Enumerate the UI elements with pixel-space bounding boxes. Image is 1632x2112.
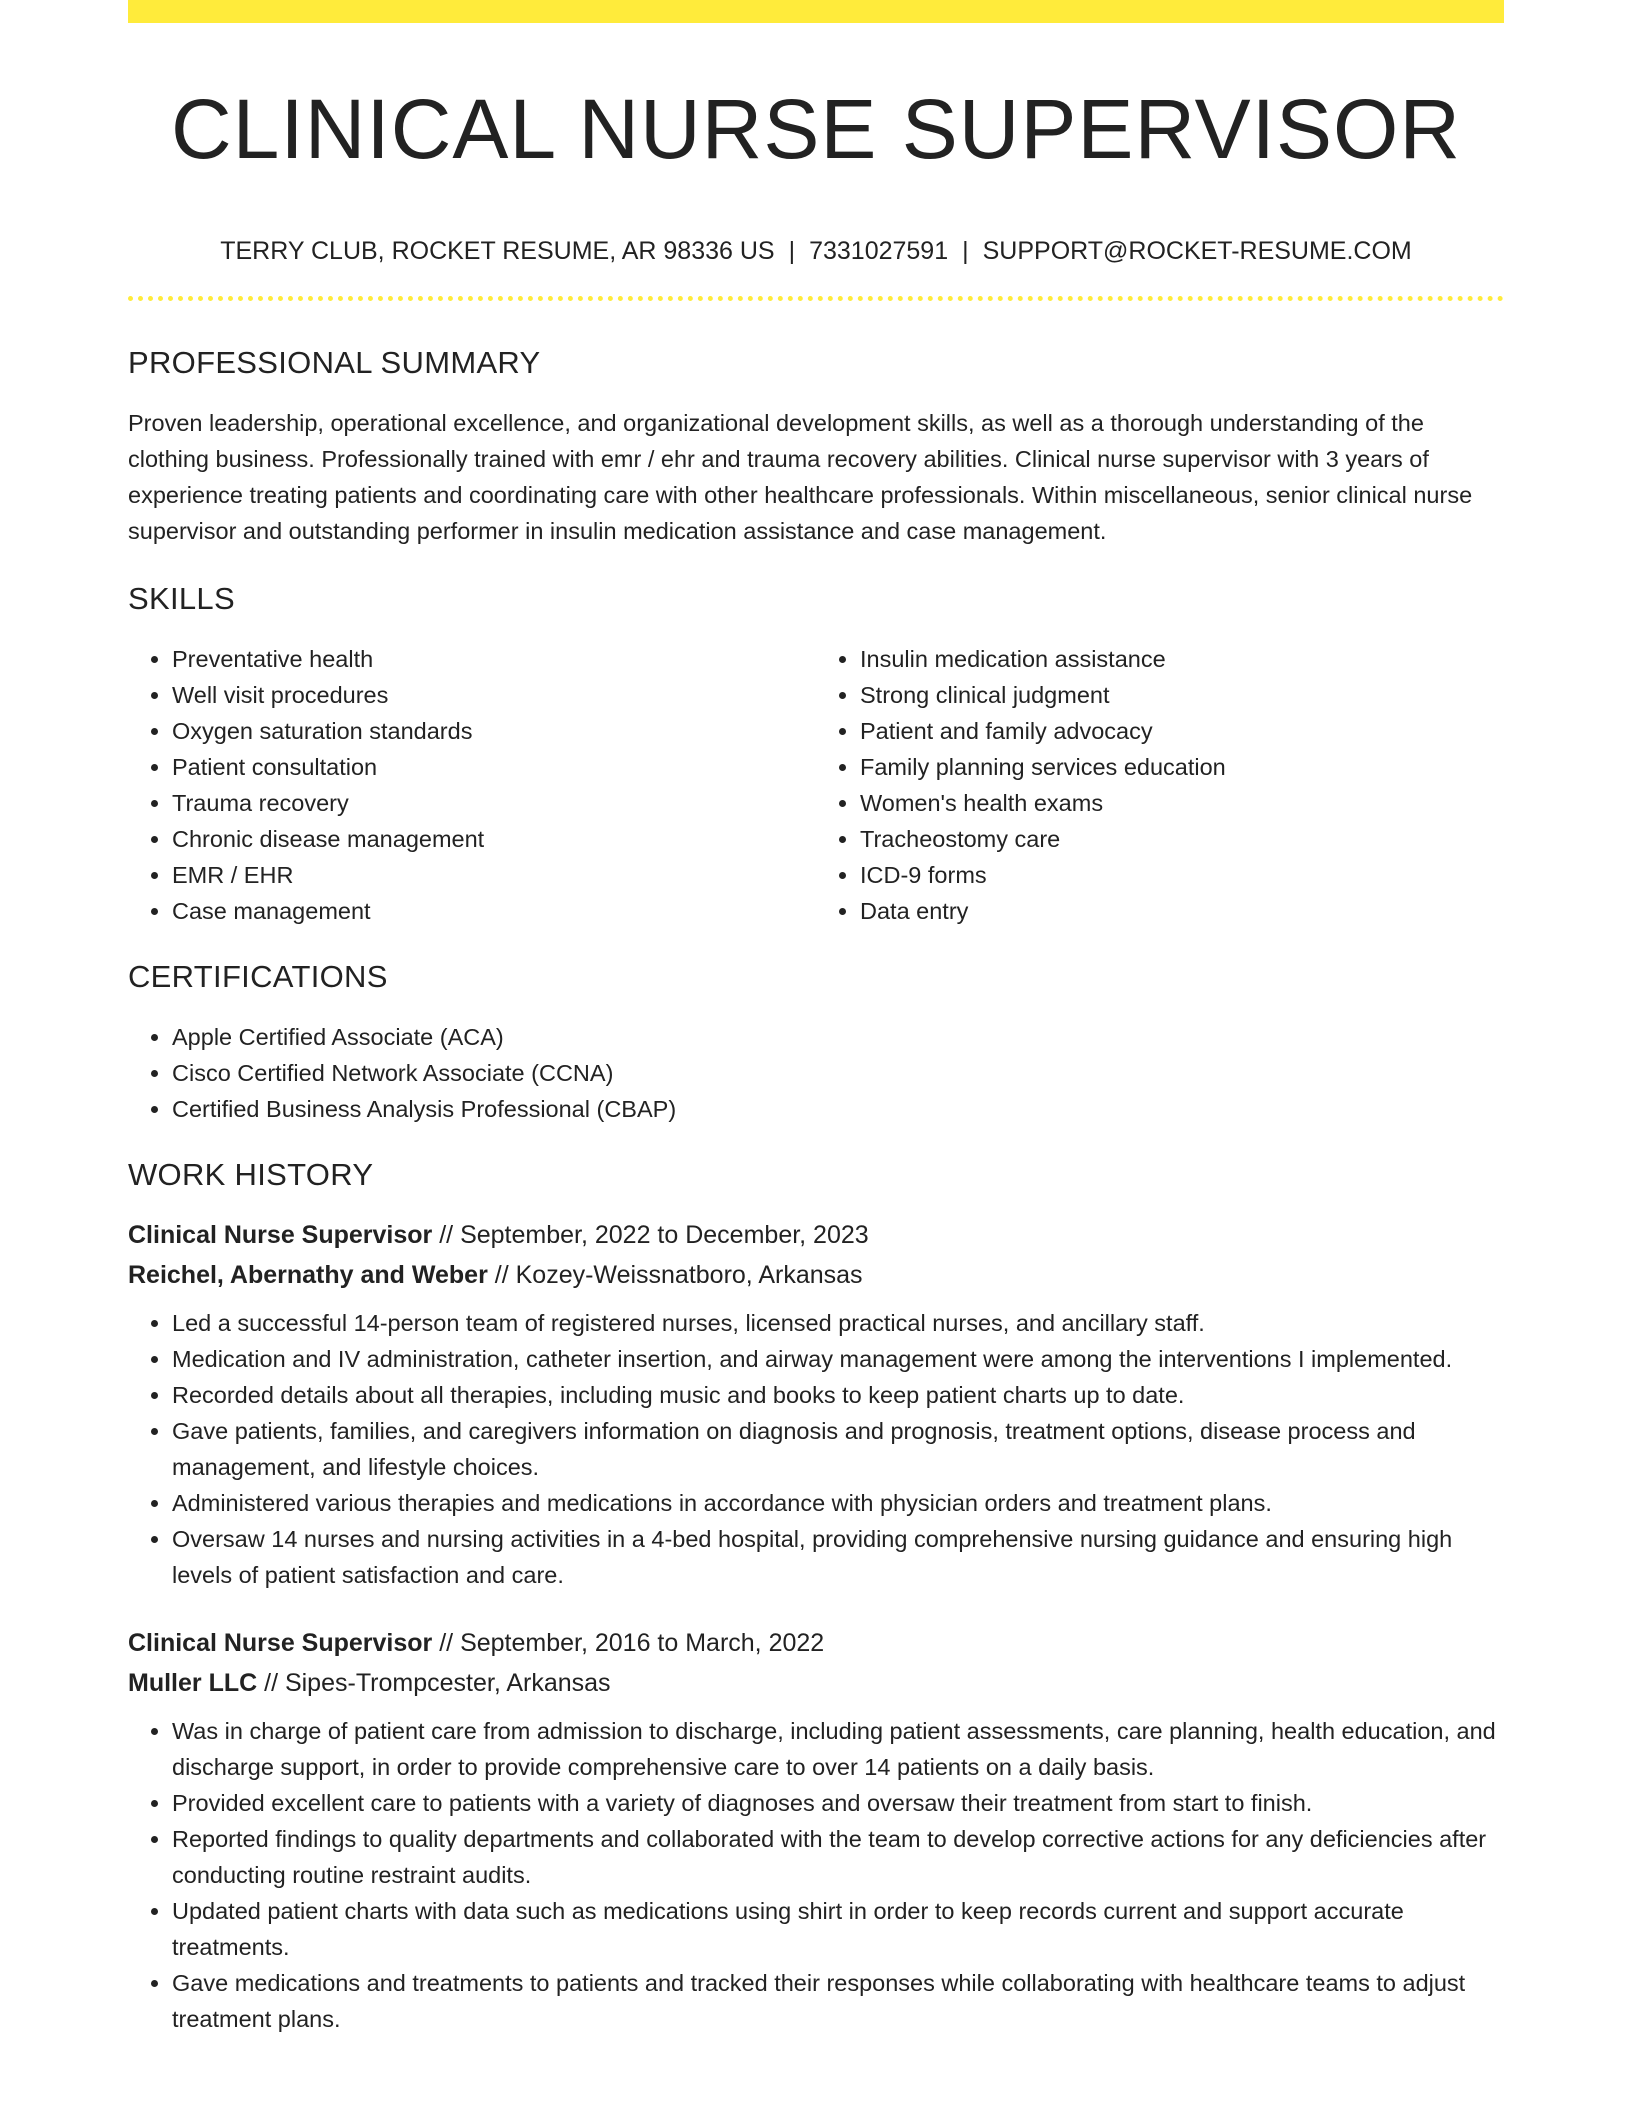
skill-item: • EMR / EHR bbox=[172, 857, 816, 893]
top-accent-bar bbox=[128, 0, 1504, 23]
job-bullet: • Provided excellent care to patients with a variety of diagnoses and oversaw their treatment from start to finish. bbox=[172, 1785, 1504, 1821]
contact-separator: | bbox=[788, 237, 796, 266]
skills-columns bbox=[128, 641, 1504, 929]
job-bullet: • Gave medications and treatments to patients and tracked their responses while collaborating with healthcare teams to adjust treatment plans. bbox=[172, 1965, 1504, 2037]
skills-list-left bbox=[128, 641, 816, 929]
job-company: Reichel, Abernathy and Weber bbox=[128, 1261, 488, 1290]
summary-text: Proven leadership, operational excellence, and organizational development skills, as well as a thorough understanding of the clothing business. Professionally trained with emr / ehr and trauma recovery abilities. Clinical nurse supervisor with 3 years of experience treating patients and coordinating care with other healthcare professionals. Within miscellaneous, senior clinical nurse supervisor and outstanding performer in insulin medication assistance and case management. bbox=[128, 410, 1473, 545]
job-bullet: • Recorded details about all therapies, including music and books to keep patient charts up to date. bbox=[172, 1377, 1504, 1413]
skill-item: • Chronic disease management bbox=[172, 821, 816, 857]
skill-item: • Patient consultation bbox=[172, 749, 816, 785]
job-dates: // September, 2016 to March, 2022 bbox=[432, 1629, 825, 1658]
job-company-line bbox=[128, 1255, 1504, 1295]
job-company: Muller LLC bbox=[128, 1669, 258, 1698]
dotted-divider bbox=[128, 296, 1504, 301]
skill-item: • Family planning services education bbox=[860, 749, 1504, 785]
job-entry bbox=[128, 1623, 1504, 2037]
skills-list-right bbox=[816, 641, 1504, 929]
job-bullet: • Was in charge of patient care from admission to discharge, including patient assessments, care planning, health education, and discharge support, in order to provide comprehensive care to over 14 patients on a daily basis. bbox=[172, 1713, 1504, 1785]
contact-separator: | bbox=[962, 237, 969, 266]
skill-item: • Data entry bbox=[860, 893, 1504, 929]
job-bullets bbox=[128, 1713, 1504, 2037]
job-location: // Kozey-Weissnatboro, Arkansas bbox=[487, 1261, 863, 1290]
skill-item: • ICD-9 forms bbox=[860, 857, 1504, 893]
resume-page bbox=[128, 0, 1504, 2037]
contact-line bbox=[128, 237, 1504, 266]
job-role: Clinical Nurse Supervisor bbox=[128, 1221, 433, 1250]
skill-item: • Strong clinical judgment bbox=[860, 677, 1504, 713]
skills-heading: SKILLS bbox=[128, 581, 235, 617]
skill-item: • Patient and family advocacy bbox=[860, 713, 1504, 749]
job-bullet: • Updated patient charts with data such as medications using shirt in order to keep records current and support accurate treatments. bbox=[172, 1893, 1504, 1965]
job-bullet: • Led a successful 14-person team of registered nurses, licensed practical nurses, and ancillary staff. bbox=[172, 1305, 1504, 1341]
job-bullet: • Reported findings to quality departments and collaborated with the team to develop corrective actions for any deficiencies after conducting routine restraint audits. bbox=[172, 1821, 1504, 1893]
skill-item: • Oxygen saturation standards bbox=[172, 713, 816, 749]
contact-phone: 7331027591 bbox=[809, 237, 949, 266]
skill-item: • Well visit procedures bbox=[172, 677, 816, 713]
skill-item: • Trauma recovery bbox=[172, 785, 816, 821]
job-company-line bbox=[128, 1663, 1504, 1703]
job-entry bbox=[128, 1215, 1504, 1593]
contact-address: TERRY CLUB, ROCKET RESUME, AR 98336 US bbox=[220, 237, 775, 266]
resume-name: CLINICAL NURSE SUPERVISOR bbox=[170, 82, 1461, 176]
job-dates: // September, 2022 to December, 2023 bbox=[432, 1221, 869, 1250]
work-history-heading: WORK HISTORY bbox=[128, 1157, 374, 1193]
job-bullet: • Administered various therapies and medications in accordance with physician orders and treatment plans. bbox=[172, 1485, 1504, 1521]
certification-item: • Certified Business Analysis Professional (CBAP) bbox=[172, 1091, 1504, 1127]
skill-item: • Tracheostomy care bbox=[860, 821, 1504, 857]
job-bullet: • Gave patients, families, and caregivers information on diagnosis and prognosis, treatment options, disease process and management, and lifestyle choices. bbox=[172, 1413, 1504, 1485]
skill-item: • Preventative health bbox=[172, 641, 816, 677]
certifications-list bbox=[128, 1019, 1504, 1127]
job-role: Clinical Nurse Supervisor bbox=[128, 1629, 433, 1658]
certifications-heading: CERTIFICATIONS bbox=[128, 959, 388, 995]
job-location: // Sipes-Trompcester, Arkansas bbox=[257, 1669, 611, 1698]
job-bullets bbox=[128, 1305, 1504, 1593]
contact-email: SUPPORT@ROCKET-RESUME.COM bbox=[982, 237, 1412, 266]
certification-item: • Cisco Certified Network Associate (CCNA) bbox=[172, 1055, 1504, 1091]
summary-heading: PROFESSIONAL SUMMARY bbox=[128, 345, 541, 381]
skill-item: • Insulin medication assistance bbox=[860, 641, 1504, 677]
job-bullet: • Oversaw 14 nurses and nursing activities in a 4-bed hospital, providing comprehensive nursing guidance and ensuring high levels of patient satisfaction and care. bbox=[172, 1521, 1504, 1593]
skill-item: • Women's health exams bbox=[860, 785, 1504, 821]
job-bullet: • Medication and IV administration, catheter insertion, and airway management were among the interventions I implemented. bbox=[172, 1341, 1504, 1377]
certification-item: • Apple Certified Associate (ACA) bbox=[172, 1019, 1504, 1055]
job-title-line bbox=[128, 1215, 1504, 1255]
skill-item: • Case management bbox=[172, 893, 816, 929]
job-title-line bbox=[128, 1623, 1504, 1663]
